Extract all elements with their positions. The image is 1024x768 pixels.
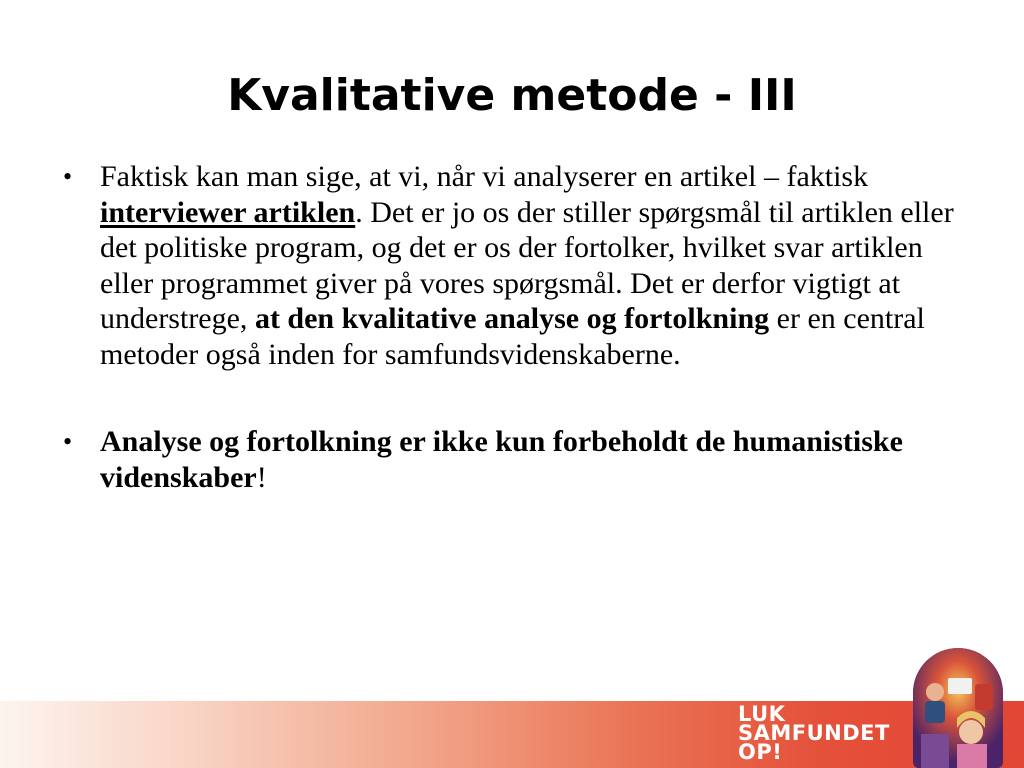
- bullet-dot-icon: •: [63, 427, 73, 456]
- bullet-item-1: [60, 159, 968, 372]
- logo-line-2: SAMFUNDET: [738, 721, 890, 745]
- slide-title: Kvalitative metode - III: [227, 70, 797, 121]
- bullet-1-text-b: . Det er jo os der stiller spørgsmål til artiklen eller det politiske program, og det er os der fortolker, hvilket svar artiklen eller programmet giver på vores spørgsmål. Det er derfor vigtigt at understrege,: [100, 195, 954, 335]
- bullet-list: [60, 159, 968, 495]
- bullet-1-text-c: er en central metoder også inden for samfundsvidenskaberne.: [100, 302, 925, 371]
- bullet-1-emphasis-bold: at den kvalitative analyse og fortolkning: [254, 302, 770, 335]
- luk-samfundet-op-logo: [738, 702, 890, 764]
- bullet-1-emphasis-underlined: interviewer artiklen: [100, 195, 356, 229]
- bullet-2-emphasis-bold: Analyse og fortolkning er ikke kun forbeholdt de humanistiske videnskaber: [100, 425, 903, 494]
- logo-line-1: LUK: [738, 702, 786, 726]
- bullet-item-2: [60, 424, 968, 495]
- keyhole-collage-image: [913, 648, 1003, 768]
- logo-line-3: OP!: [738, 740, 783, 764]
- bullet-dot-icon: •: [63, 162, 73, 191]
- bullet-1-text-a: Faktisk kan man sige, at vi, når vi analyserer en artikel – faktisk: [100, 160, 869, 193]
- bullet-2-text: !: [256, 460, 267, 494]
